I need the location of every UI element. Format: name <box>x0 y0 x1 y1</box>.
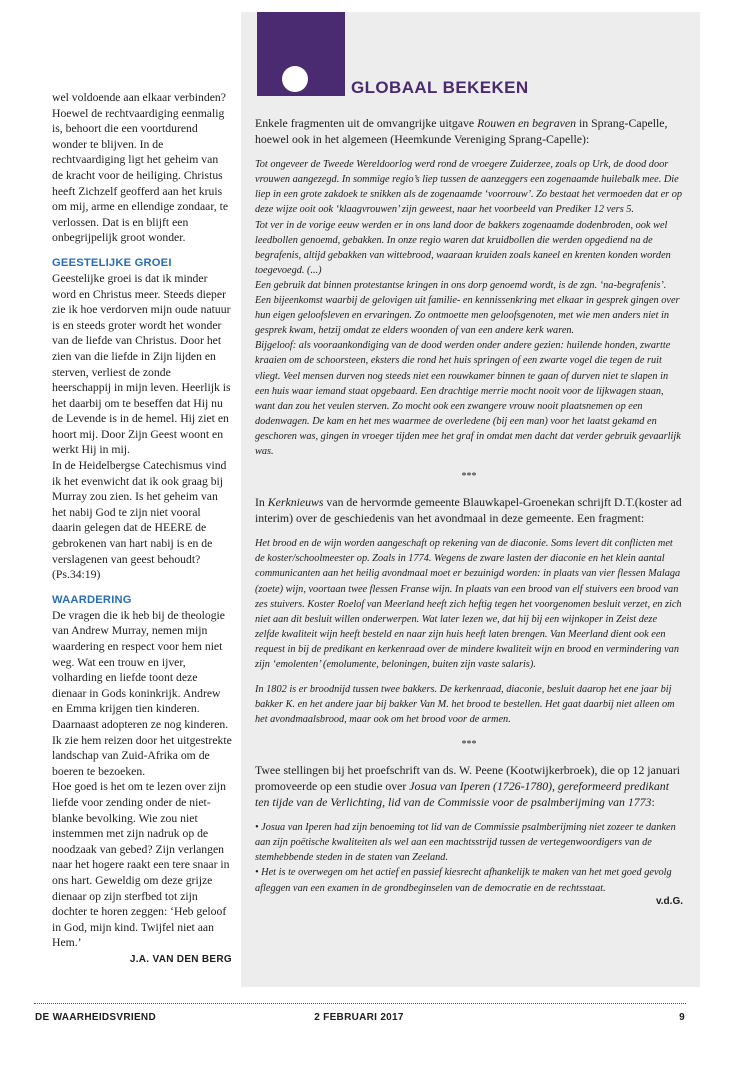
thesis-statement-2: • Het is te overwegen om het actief en passief kiesrecht afhankelijk te maken van het met goed gevolg afleggen van een examen in de grondbeginselen van de democratie en de rechtsstaat. <box>255 867 672 894</box>
intro-proefschrift: Twee stellingen bij het proefschrift van ds. W. Peene (Kootwijkerbroek), die op 12 januari promoveerde op een studie over Josua van Iperen (1726-1780), gereformeerd predikant ten tijde van de Verlichting, lid van de Commissie voor de psalmberijming van 1773: <box>255 763 681 809</box>
quote-avondmaal: Het brood en de wijn worden aangeschaft op rekening van de diaconie. Soms levert dit conflicten met de koster/schoolmeester op. Zoals in 1774. Wegens de zware lasten der diaconie en het klein aantal communicanten aan het heilig avondmaal moet er bezuinigd worden: in plaats van vier flessen Malaga (zoete) wijn, voortaan twee flessen Franse wijn. In plaats van een brood van elf stuivers een brood van zes stuivers. Koster Roelof van Meerland heeft zich heftig tegen het voorgenomen besluit verzet, en zich niet aan dit besluit willen onderwerpen. Wat later lezen we, dat hij bij een wijnkoper in Zeist deze zelfde kwaliteit wijn heeft besteld en naar zijn huis heeft laten brengen. Van Meerland dient ook een request in bij de predikant en kerkenraad over de mindere kwaliteit wijn en brood en vermindering van zijn ‘emolenten’ (emolumente, beloningen, buiten zijn vaste salaris). <box>255 538 682 670</box>
quote-aanzeggen: Tot ongeveer de Tweede Wereldoorlog werd rond de vroegere Zuiderzee, zoals op Urk, de dood door vrouwen aangezegd. In sommige regio’s liep tussen de aanzeggers een zogenaamde huilebalk mee. Die liep in een grote zakdoek te snikken als de zogenaamde ‘voorrouw’. Zo bestaat het vermoeden dat er op deze wijze ooit ook ‘klaagvrouwen’ zijn geweest, naar het voorbeeld van Prediker 12 vers 5. <box>255 159 683 216</box>
panel-title: GLOBAAL BEKEKEN <box>351 78 529 97</box>
subheading-waardering: WAARDERING <box>52 593 132 606</box>
paragraph-zending: Hoe goed is het om te lezen over zijn liefde voor zending onder de niet-blanke bevolking. Wie zou niet instemmen met zijn nadruk op de noodzaak van gebed? Zijn verlangen naar het hogere raakt een tere snaar in ons hart. Geweldig om deze grijze dienaar op zijn sterfbed tot zijn dochter te horen zeggen: ‘Heb geloof in God, mijn kind. Twijfel niet aan Hem.’ <box>52 780 230 950</box>
section-divider: *** <box>461 471 477 483</box>
magazine-title: Kerknieuws <box>267 495 324 510</box>
thesis-subject: Josua van Iperen (1726-1780), gereformeerd predikant ten tijde van de Verlichting, lid van de Commissie voor de psalmberijming van 1773 <box>255 778 669 809</box>
quote-nabegrafenis: Een gebruik dat binnen protestantse kringen in ons dorp genoemd wordt, is de zgn. ‘na-begrafenis’. Een bijeenkomst waarbij de gelovigen uit familie- en kennissenkring met elkaar in gesprek gingen over hun eigen geloofsleven en ervaringen. Zo ontmoette men geloofsgenoten, met wie men anders niet in gesprek kwam, hetzij omdat ze elders woonden of van een andere kerk waren. <box>255 279 680 337</box>
paragraph-catechismus: In de Heidelbergse Catechismus vind ik het evenwicht dat ik ook graag bij Murray zou zien. Is het geheim van het nabij God te zijn niet vooral daarin gelegen dat de HEERE de gebrokenen van hart nabij is en de verslagenen van geest behoudt? (Ps.34:19) <box>52 459 227 582</box>
footer-magazine-name: DE WAARHEIDSVRIEND <box>35 1012 156 1023</box>
globaal-bekeken-panel <box>241 12 700 987</box>
book-title: Rouwen en begraven <box>477 116 577 130</box>
section-divider-2: *** <box>461 739 477 751</box>
thesis-statement-1: • Josua van Iperen had zijn benoeming tot lid van de Commissie psalmberijming niet zozeer te danken aan zijn poëtische kwaliteiten als wel aan een machtsstrijd tussen de vertegenwoordigers van de stemhebbende steden in de staten van Zeeland. <box>255 822 676 864</box>
author-byline: J.A. VAN DEN BERG <box>129 953 232 965</box>
left-column <box>52 90 232 967</box>
quote-broodnijd: In 1802 is er broodnijd tussen twee bakkers. De kerkenraad, diaconie, besluit daarop het ene jaar bij bakker K. en het andere jaar bij bakker Van M. het brood te bestellen. Het gaat daarbij niet alleen om het avondmaalsbrood, maar ook om het brood voor de armen. <box>255 684 675 726</box>
intro-kerknieuws: In Kerknieuws van de hervormde gemeente Blauwkapel-Groenekan schrijft D.T.(koster ad interim) over de geschiedenis van het avondmaal in deze gemeente. Een fragment: <box>255 495 682 525</box>
section-marker-block <box>257 12 345 96</box>
circle-icon <box>282 66 308 92</box>
paragraph-groei: Geestelijke groei is dat ik minder word en Christus meer. Steeds dieper zie ik hoe verdorven mijn oude natuur is en steeds groter wordt het wonder van de liefde van Christus. Door het zien van die liefde in Zijn lijden en sterven, verliest de zonde heerschappij in mijn leven. Heerlijk is het daarbij om te beseffen dat Hij nu de Levende is in de hemel. Hij ziet en hoort mij. Door Zijn Geest woont en werkt Hij in mij. <box>52 271 231 457</box>
article-intro-paragraph: wel voldoende aan elkaar verbinden? Hoewel de rechtvaardiging eenmalig is, behoort die een voortdurend wonder te blijven. In de rechtvaardiging ligt het geheim van de kracht voor de heiliging. Christus heeft Zichzelf geofferd aan het kruis om mij, arme en ellendige zondaar, te verlossen. Dat is en blijft een onbegrijpelijk groot wonder. <box>52 91 229 245</box>
footer-page-number: 9 <box>679 1012 685 1023</box>
subheading-geestelijke-groei: GEESTELIJKE GROEI <box>52 256 172 269</box>
panel-signature: v.d.G. <box>655 895 683 907</box>
quote-bijgeloof: Bijgeloof: als vooraankondiging van de dood werden onder andere gezien: huilende honden, zwartte kraaien om de schoorsteen, eksters die rond het huis springen of een zwarte vogel die tegen de ruit vliegt. Veel mensen durven nog steeds niet een rouwkamer binnen te gaan of durven niet te slapen in een huis waar iemand staat opgebaard. Een drachtige merrie mocht nooit voor de lijkwagen staan, want dan zou het veulen sterven. Zo mocht ook een zwangere vrouw nooit plaatsnemen op een dodenwagen. De kam en het mes waarmee de overledene (bij een man) voor het laatst gekamd en geschoren was, gingen in vroeger tijden mee het graf in omdat men dacht dat verder gebruik gevaarlijk was. <box>255 340 681 457</box>
panel-body <box>255 116 683 907</box>
footer-divider <box>34 1003 686 1004</box>
footer-date: 2 FEBRUARI 2017 <box>314 1012 404 1023</box>
paragraph-waardering: De vragen die ik heb bij de theologie van Andrew Murray, nemen mijn waardering en respect voor hem niet weg. Wat een trouw en ijver, volharding en liefde toont deze dienaar in Gods koninkrijk. Andrew en Emma krijgen tien kinderen. Daarnaast adopteren ze nog kinderen. Ik zie hem reizen door het uitgestrekte landschap van Zuid-Afrika om de boeren te bezoeken. <box>52 608 232 778</box>
intro-rouwen: Enkele fragmenten uit de omvangrijke uitgave Rouwen en begraven in Sprang-Capelle, hoewel ook in het algemeen (Heemkunde Vereniging Sprang-Capelle): <box>255 116 668 146</box>
quote-dodenbroden: Tot ver in de vorige eeuw werden er in ons land door de bakkers zogenaamde dodenbroden, ook wel leedbollen genoemd, gebakken. In onze regio waren dat kruidbollen die werden opgediend na de begrafenis, altijd gebakken van wittebrood, waaraan kruiden zoals kaneel en krenten konden worden toegevoegd. (...) <box>255 219 671 276</box>
